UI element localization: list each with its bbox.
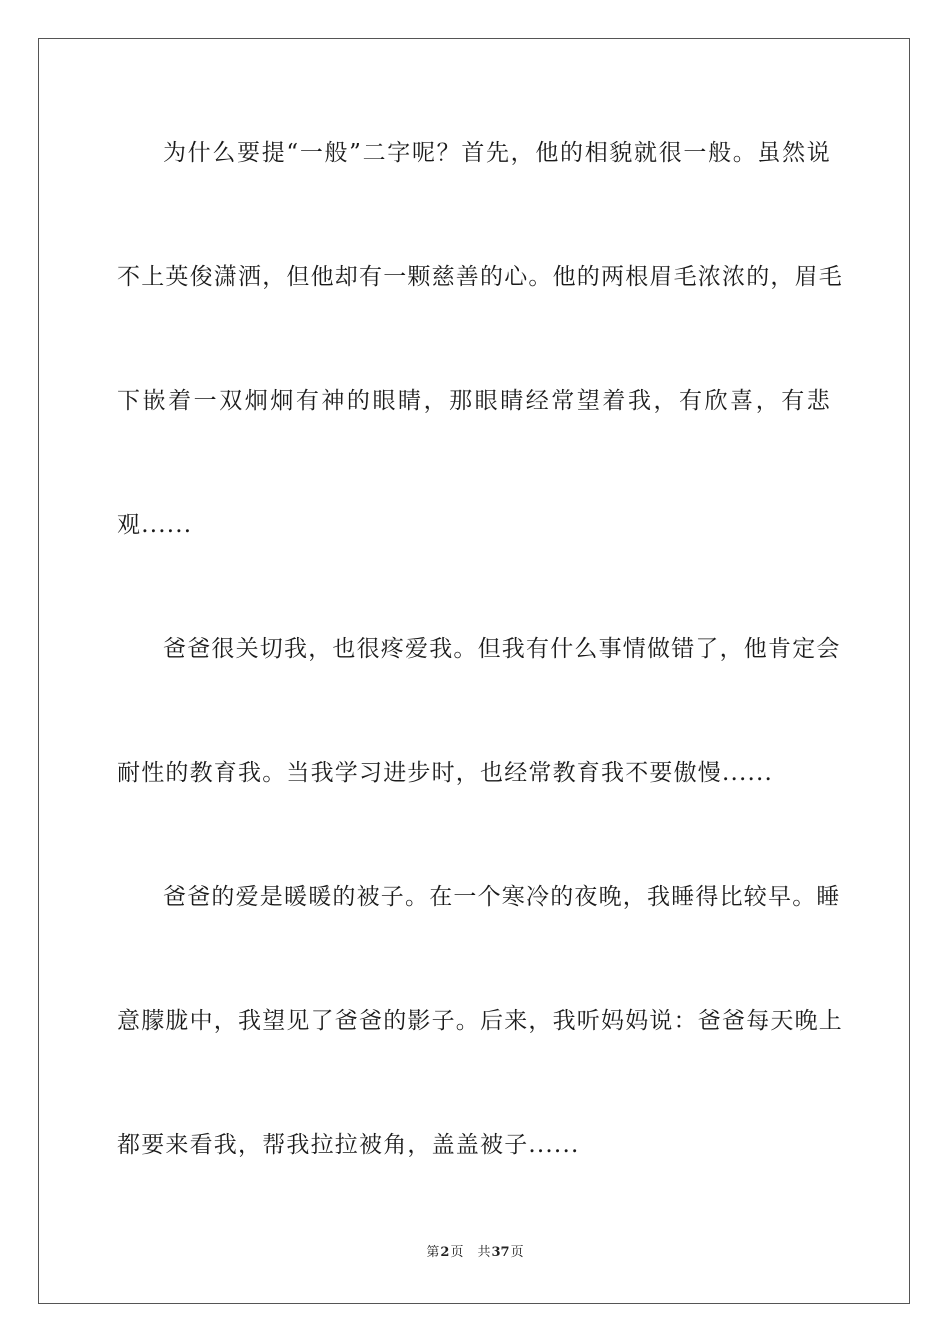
paragraph-3-line-1: 爸爸的爱是暖暖的被子。在一个寒冷的夜晚，我睡得比较早。睡 bbox=[163, 884, 841, 910]
paragraph-1-line-4: 观...... bbox=[117, 512, 193, 538]
page-prefix: 第 bbox=[426, 1245, 440, 1260]
paragraph-1-line-3: 下嵌着一双炯炯有神的眼睛，那眼睛经常望着我，有欣喜，有悲 bbox=[117, 388, 831, 414]
page-footer bbox=[0, 1244, 950, 1262]
page-suffix: 页 bbox=[450, 1245, 464, 1260]
paragraph-1-line-2: 不上英俊潇洒，但他却有一颗慈善的心。他的两根眉毛浓浓的，眉毛 bbox=[117, 264, 843, 290]
paragraph-2-line-2: 耐性的教育我。当我学习进步时，也经常教育我不要傲慢...... bbox=[117, 760, 774, 786]
paragraph-3-line-3: 都要来看我，帮我拉拉被角，盖盖被子...... bbox=[117, 1132, 580, 1158]
total-pages: 37 bbox=[491, 1245, 510, 1260]
paragraph-1-line-1: 为什么要提“一般”二字呢？首先，他的相貌就很一般。虽然说 bbox=[163, 140, 831, 166]
paragraph-2-line-1: 爸爸很关切我，也很疼爱我。但我有什么事情做错了，他肯定会 bbox=[163, 636, 841, 662]
page-number: 2 bbox=[440, 1245, 450, 1260]
total-prefix: 共 bbox=[477, 1245, 491, 1260]
paragraph-3-line-2: 意朦胧中，我望见了爸爸的影子。后来，我听妈妈说：爸爸每天晚上 bbox=[117, 1008, 843, 1034]
total-suffix: 页 bbox=[510, 1245, 524, 1260]
page-border bbox=[38, 38, 910, 1304]
